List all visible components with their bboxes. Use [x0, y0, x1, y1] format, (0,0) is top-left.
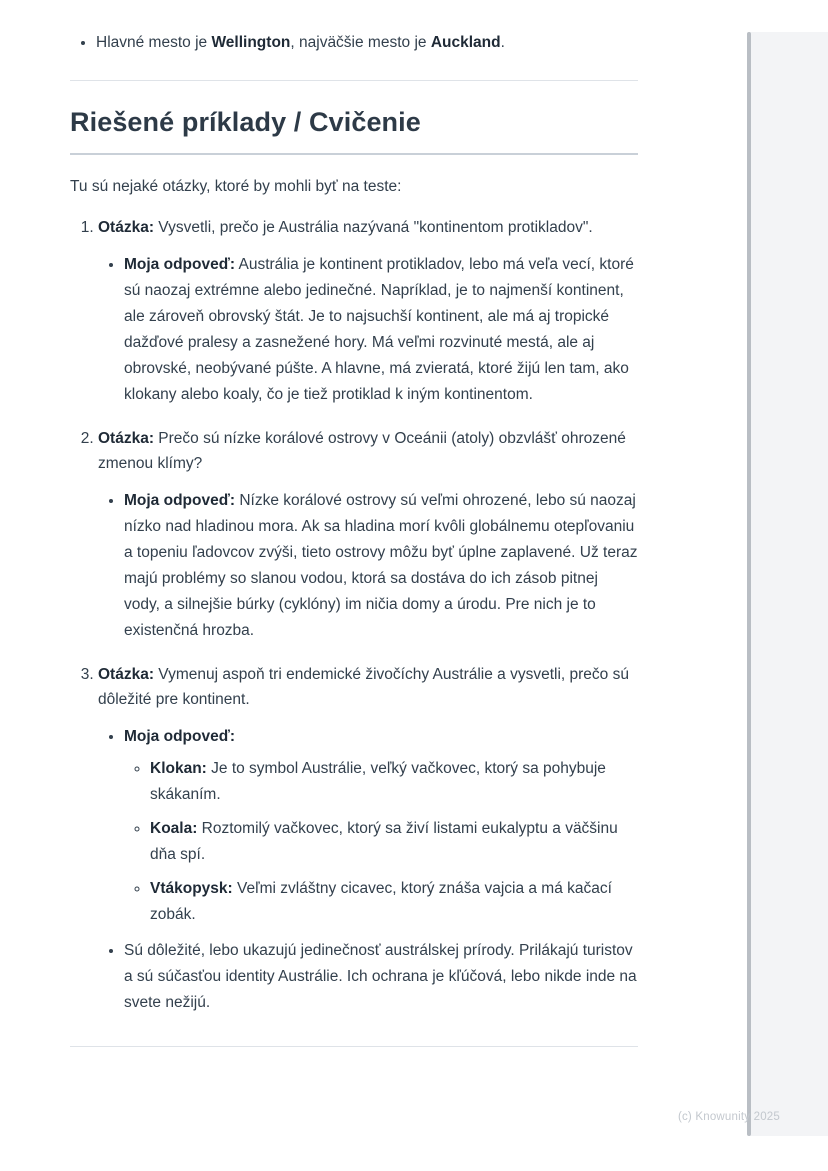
question-2-text: Prečo sú nízke korálové ostrovy v Oceánii (atoly) obzvlášť ohrozené zmenou klímy? [98, 430, 626, 472]
animal-text-koala: Roztomilý vačkovec, ktorý sa živí listami eukalyptu a väčšinu dňa spí. [150, 820, 618, 863]
top-bullet-suffix: . [500, 34, 505, 51]
answer-2-text: Nízke korálové ostrovy sú veľmi ohrozené, lebo sú naozaj nízko nad hladinou mora. Ak sa hladina morí kvôli globálnemu otepľovaniu a topeniu ľadovcov zvýši, tieto ostrovy môžu byť úplne zaplavené. Už teraz majú problémy so slanou vodou, ktorá sa dostáva do ich zásob pitnej vody, a silnejšie búrky (cyklóny) im ničia domy a úrodu. Pre nich je to existenčná hrozba. [124, 492, 638, 639]
top-bullet-bold-capital: Wellington [211, 34, 291, 51]
answer-3-label: Moja odpoveď: [124, 728, 236, 745]
animal-text-vtakopysk: Veľmi zvláštny cicavec, ktorý znáša vajcia a má kačací zobák. [150, 880, 612, 923]
answer-3-conclusion: Sú dôležité, lebo ukazujú jedinečnosť austrálskej prírody. Prilákajú turistov a sú súčasťou identity Austrálie. Ich ochrana je kľúčová, lebo nikde inde na svete nežijú. [124, 942, 637, 1011]
animal-term-vtakopysk: Vtákopysk: [150, 880, 233, 897]
scrollbar-gutter[interactable] [749, 32, 828, 1136]
question-3-text: Vymenuj aspoň tri endemické živočíchy Austrálie a vysvetli, prečo sú dôležité pre kontinent. [98, 666, 629, 708]
list-item [96, 30, 638, 56]
animal-term-klokan: Klokan: [150, 760, 207, 777]
answer-list-1 [98, 252, 638, 408]
question-3-line [98, 666, 629, 708]
answer-list-3 [98, 724, 638, 1016]
title-underline [70, 153, 638, 155]
list-item [150, 756, 638, 808]
question-item-3 [98, 662, 638, 1016]
question-3-label: Otázka: [98, 666, 154, 683]
answer-item [124, 488, 638, 644]
list-item [150, 876, 638, 928]
question-2-label: Otázka: [98, 430, 154, 447]
list-item [150, 816, 638, 868]
divider-bottom [70, 1046, 638, 1047]
question-item-1 [98, 215, 638, 408]
answer-item [124, 724, 638, 928]
document-content [70, 30, 638, 1047]
answer-1-label: Moja odpoveď: [124, 256, 236, 273]
question-1-line [98, 219, 593, 236]
top-bullet-prefix: Hlavné mesto je [96, 34, 212, 51]
answer-item [124, 252, 638, 408]
divider-top [70, 80, 638, 81]
question-1-text: Vysvetli, prečo je Austrália nazývaná "kontinentom protikladov". [154, 219, 593, 236]
watermark: (c) Knowunity 2025 [677, 1111, 780, 1123]
top-bullet-middle: , najväčšie mesto je [290, 34, 431, 51]
answer-2-label: Moja odpoveď: [124, 492, 236, 509]
scrollbar-thumb[interactable] [747, 32, 751, 1136]
question-2-line [98, 430, 626, 472]
endemic-animals-list [124, 756, 638, 928]
top-bullet-bold-largest: Auckland [430, 34, 501, 51]
answer-list-2 [98, 488, 638, 644]
question-1-label: Otázka: [98, 219, 154, 236]
top-bullet-list [70, 30, 638, 56]
animal-text-klokan: Je to symbol Austrálie, veľký vačkovec, ktorý sa pohybuje skákaním. [150, 760, 606, 803]
intro-text: Tu sú nejaké otázky, ktoré by mohli byť na teste: [70, 178, 402, 195]
question-list [70, 215, 638, 1016]
answer-1-text: Austrália je kontinent protikladov, lebo má veľa vecí, ktoré sú naozaj extrémne alebo jedinečné. Napríklad, je to najmenší kontinent, ale zároveň obrovský štát. Je to najsuchší kontinent, ale má aj tropické dažďové pralesy a zasnežené hory. Má veľmi rozvinuté mestá, ale aj obrovské, neobývané púšte. A hlavne, má zvieratá, ktoré žijú len tam, ako klokany alebo koaly, čo je tiež protiklad k iným kontinentom. [124, 256, 634, 403]
answer-item [124, 938, 638, 1016]
page-title: Riešené príklady / Cvičenie [70, 107, 421, 137]
question-item-2 [98, 426, 638, 644]
animal-term-koala: Koala: [150, 820, 198, 837]
